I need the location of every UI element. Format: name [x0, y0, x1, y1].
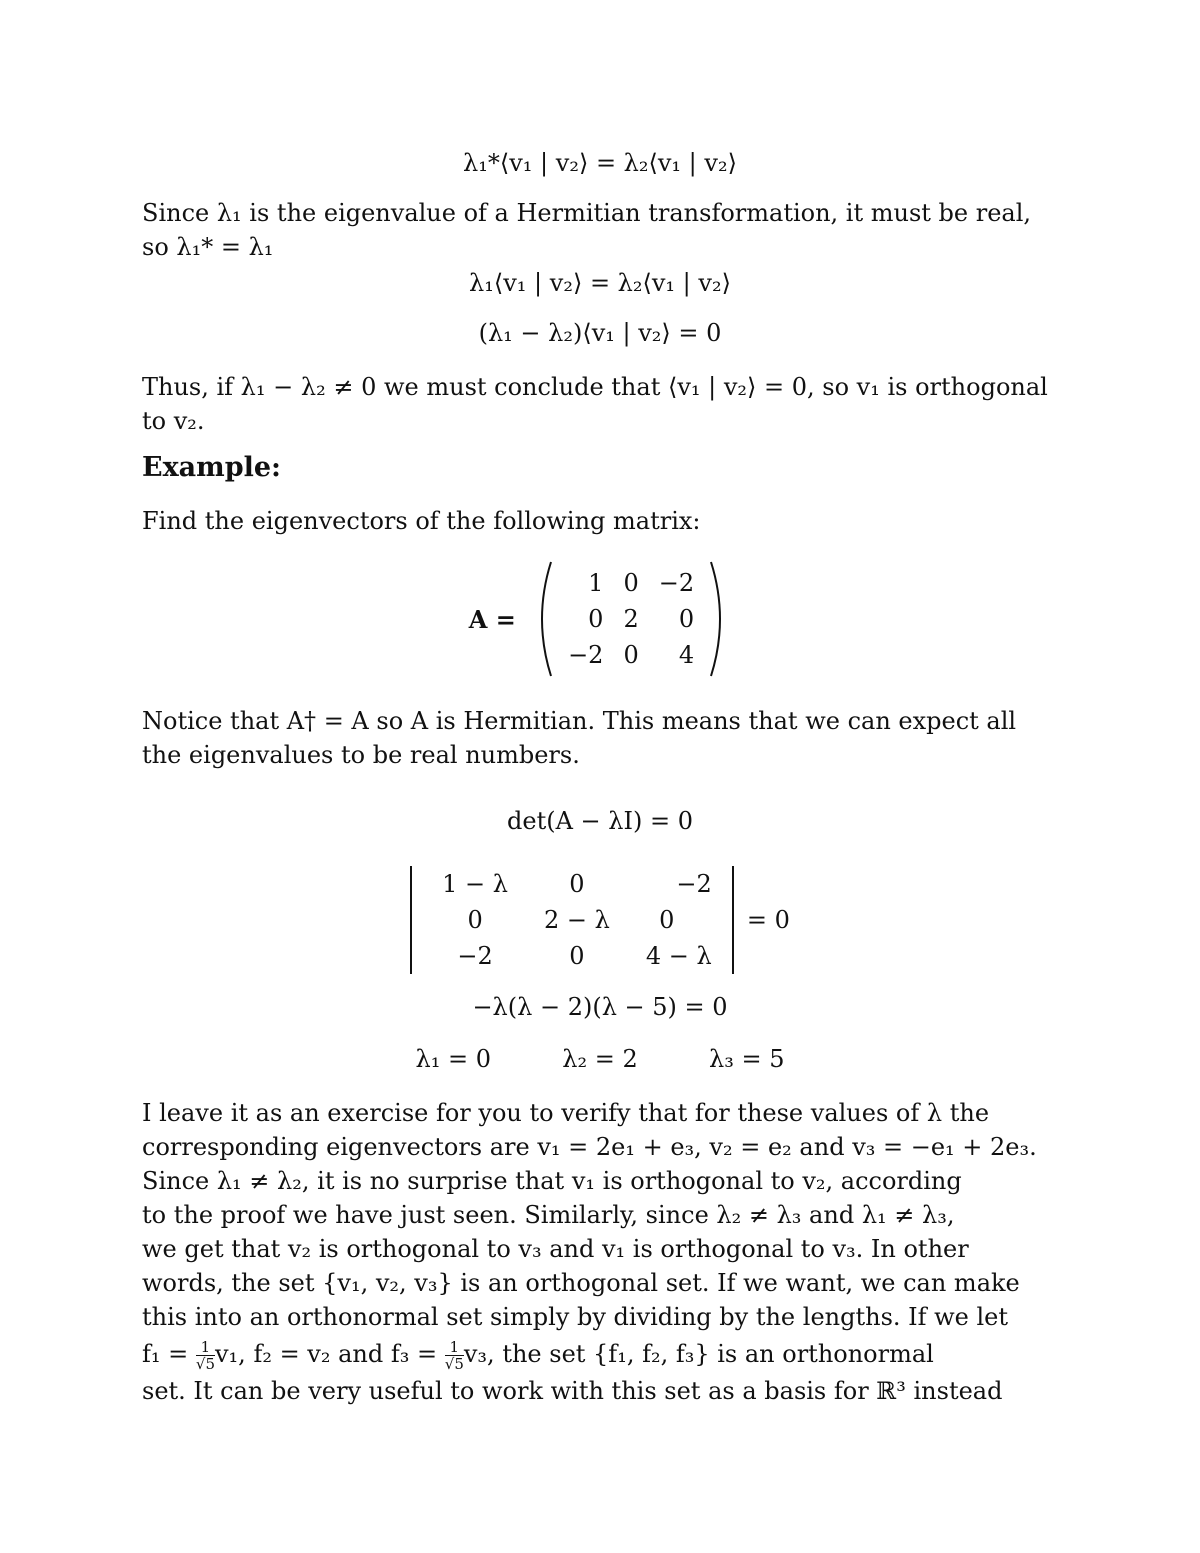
matrix-cell: 0: [678, 605, 695, 633]
eigenvalue-list: [142, 1042, 1058, 1076]
text-line: Since λ₁ ≠ λ₂, it is no surprise that v₁ is orthogonal to v₂, according: [142, 1167, 962, 1195]
text-line: to the proof we have just seen. Similarly, since λ₂ ≠ λ₃ and λ₁ ≠ λ₃,: [142, 1201, 955, 1229]
matrix-cell: 0: [569, 942, 585, 970]
det-right-bar: [732, 866, 734, 974]
paragraph-hermitian-note: [142, 704, 1058, 772]
determinant-display: [0, 866, 1200, 974]
text-line: so λ₁* = λ₁: [142, 233, 274, 261]
equation-difference: (λ₁ − λ₂)⟨v₁ | v₂⟩ = 0: [478, 319, 722, 347]
matrix-cell: 2 − λ: [544, 906, 610, 934]
matrix-cell: 4 − λ: [645, 942, 712, 970]
text-line: I leave it as an exercise for you to verify that for these values of λ the: [142, 1099, 990, 1127]
matrix-cell: 2: [623, 605, 639, 633]
text-segment: v₃, the set {f₁, f₂, f₃} is an orthonormal: [463, 1340, 934, 1368]
eigenvalue-2: λ₂ = 2: [562, 1045, 638, 1073]
paragraph-find-eigenvectors: Find the eigenvectors of the following matrix:: [142, 507, 701, 535]
text-segment: f₁ =: [142, 1340, 189, 1368]
matrix-cell: −2: [658, 569, 695, 597]
fraction-one-over-root-five: [196, 1339, 215, 1372]
eigenvalue-1: λ₁ = 0: [415, 1045, 491, 1073]
fraction-one-over-root-five: [445, 1339, 464, 1372]
example-heading: Example:: [142, 452, 282, 483]
fraction-numerator: 1: [196, 1339, 215, 1356]
equation-conjugate-eigenvalue: λ₁*⟨v₁ | v₂⟩ = λ₂⟨v₁ | v₂⟩: [463, 149, 737, 177]
text-line: Thus, if λ₁ − λ₂ ≠ 0 we must conclude that ⟨v₁ | v₂⟩ = 0, so v₁ is orthogonal: [142, 373, 1048, 401]
text-line: this into an orthonormal set simply by dividing by the lengths. If we let: [142, 1303, 1009, 1331]
right-paren-icon: [709, 560, 731, 678]
matrix-cell: −2: [676, 870, 712, 898]
text-segment: v₁, f₂ = v₂ and f₃ =: [215, 1340, 438, 1368]
matrix-cell: 4: [678, 641, 695, 669]
matrix-a-label: A =: [468, 604, 516, 634]
eigenvalue-3: λ₃ = 5: [709, 1045, 785, 1073]
fraction-denominator: √5: [195, 1355, 215, 1373]
text-line: the eigenvalues to be real numbers.: [142, 741, 580, 769]
matrix-cell: 0: [659, 906, 675, 934]
text-line: Since λ₁ is the eigenvalue of a Hermitian transformation, it must be real,: [142, 199, 1032, 227]
matrix-cell: −2: [568, 641, 604, 669]
fraction-denominator: √5: [444, 1355, 464, 1373]
matrix-cell: −2: [457, 942, 493, 970]
text-line-fractions: [142, 1334, 1058, 1374]
paragraph-hermitian-real: [142, 196, 1058, 264]
text-line: Notice that A† = A so A is Hermitian. This means that we can expect all: [142, 707, 1017, 735]
paragraph-exercise: [142, 1096, 1058, 1408]
text-line: corresponding eigenvectors are v₁ = 2e₁ + e₃, v₂ = e₂ and v₃ = −e₁ + 2e₃.: [142, 1133, 1037, 1161]
matrix-a: [558, 565, 704, 673]
matrix-cell: 0: [467, 906, 483, 934]
matrix-cell: 0: [569, 870, 585, 898]
text-line: we get that v₂ is orthogonal to v₃ and v₁ is orthogonal to v₃. In other: [142, 1235, 969, 1263]
text-line: words, the set {v₁, v₂, v₃} is an orthogonal set. If we want, we can make: [142, 1269, 1020, 1297]
equation-determinant: det(A − λI) = 0: [507, 807, 693, 835]
matrix-cell: 1 − λ: [442, 870, 509, 898]
determinant-matrix: [410, 866, 734, 974]
matrix-a-display: [0, 560, 1200, 678]
matrix-cell: 0: [623, 569, 639, 597]
matrix-cell: 0: [623, 641, 639, 669]
matrix-cell: 1: [588, 569, 604, 597]
matrix-cell: 0: [588, 605, 604, 633]
paragraph-orthogonal-conclusion: [142, 370, 1058, 438]
equation-real-eigenvalue: λ₁⟨v₁ | v₂⟩ = λ₂⟨v₁ | v₂⟩: [469, 269, 731, 297]
det-left-bar: [410, 866, 412, 974]
text-line: set. It can be very useful to work with this set as a basis for ℝ³ instead: [142, 1377, 1003, 1405]
determinant-rhs: = 0: [746, 906, 790, 934]
fraction-numerator: 1: [445, 1339, 464, 1356]
left-paren-icon: [531, 560, 553, 678]
equation-characteristic: −λ(λ − 2)(λ − 5) = 0: [472, 993, 728, 1021]
text-line: to v₂.: [142, 407, 205, 435]
